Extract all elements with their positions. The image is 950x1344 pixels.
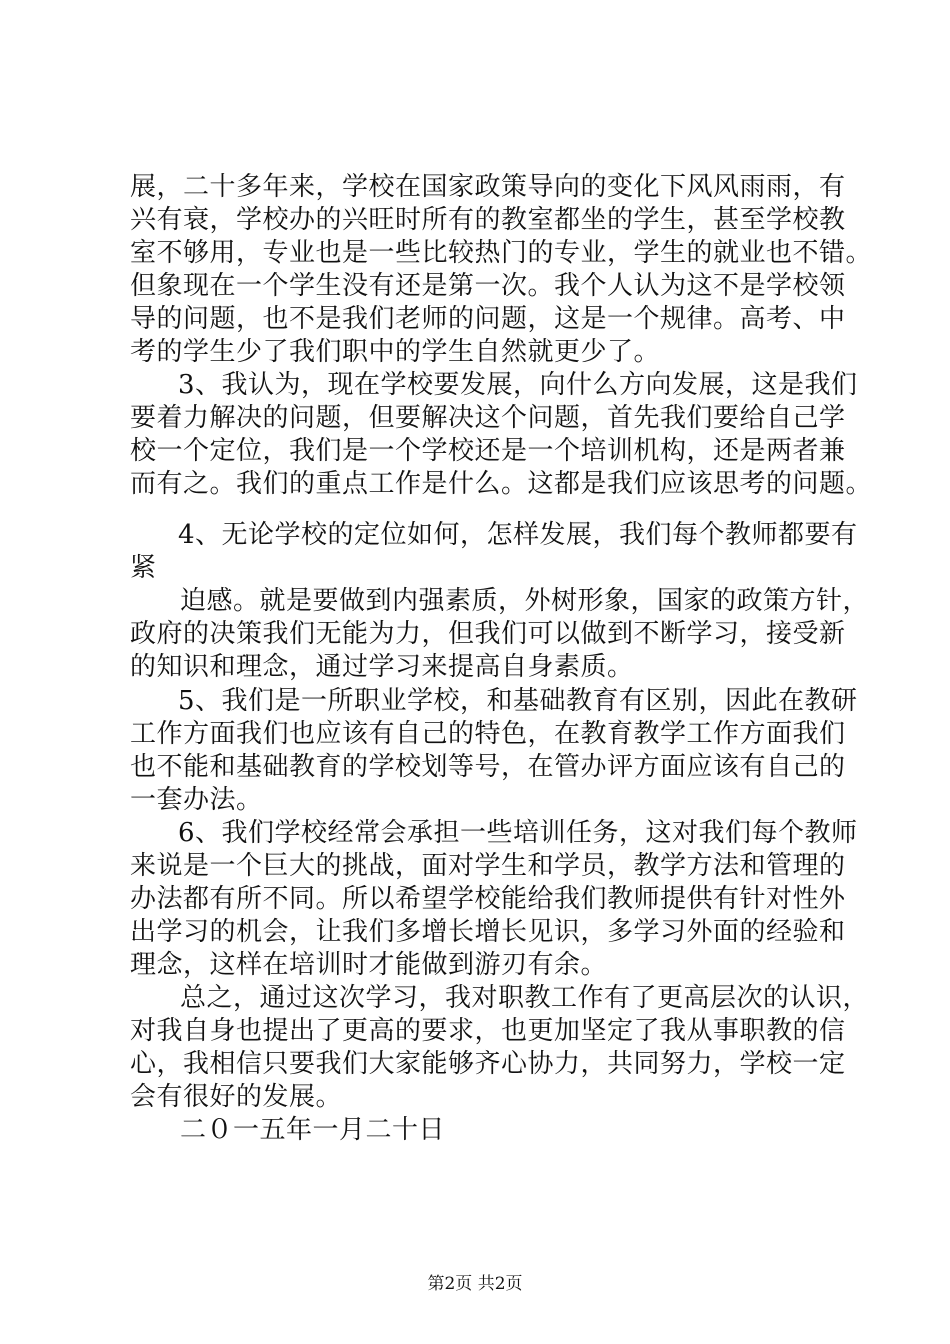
text-line: 也不能和基础教育的学校划等号，在管办评方面应该有自己的	[130, 752, 846, 782]
text-line: 要着力解决的问题，但要解决这个问题，首先我们要给自己学	[130, 403, 846, 433]
text-line: 办法都有所不同。所以希望学校能给我们教师提供有针对性外	[130, 884, 846, 914]
text-line: 心，我相信只要我们大家能够齐心协力，共同努力，学校一定	[130, 1049, 846, 1079]
text-line: 但象现在一个学生没有还是第一次。我个人认为这不是学校领	[130, 271, 846, 301]
text-line: 展，二十多年来，学校在国家政策导向的变化下风风雨雨，有	[130, 172, 846, 202]
text-line: 出学习的机会，让我们多增长增长见识，多学习外面的经验和	[130, 917, 846, 947]
text-line: 总之，通过这次学习，我对职教工作有了更高层次的认识，	[180, 983, 870, 1013]
text-line: 一套办法。	[130, 785, 263, 815]
text-line: 的知识和理念，通过学习来提高自身素质。	[130, 652, 634, 682]
text-line: 来说是一个巨大的挑战，面对学生和学员，教学方法和管理的	[130, 851, 846, 881]
text-line: 会有很好的发展。	[130, 1082, 343, 1112]
text-line: 对我自身也提出了更高的要求，也更加坚定了我从事职教的信	[130, 1016, 846, 1046]
text-line: 5、我们是一所职业学校，和基础教育有区别，因此在教研	[178, 686, 858, 716]
text-line: 4、无论学校的定位如何，怎样发展，我们每个教师都要有	[178, 520, 858, 550]
text-line: 紧	[130, 553, 157, 583]
text-line: 兴有衰，学校办的兴旺时所有的教室都坐的学生，甚至学校教	[130, 205, 846, 235]
text-line: 室不够用，专业也是一些比较热门的专业，学生的就业也不错。	[130, 238, 873, 268]
text-line: 6、我们学校经常会承担一些培训任务，这对我们每个教师	[178, 818, 858, 848]
date-line: 二０一五年一月二十日	[180, 1115, 446, 1145]
page-number: 第2页 共2页	[427, 1274, 523, 1294]
text-line: 理念，这样在培训时才能做到游刃有余。	[130, 950, 608, 980]
text-line: 而有之。我们的重点工作是什么。这都是我们应该思考的问题。	[130, 469, 873, 499]
text-line: 3、我认为，现在学校要发展，向什么方向发展，这是我们	[178, 370, 858, 400]
text-line: 迫感。就是要做到内强素质，外树形象，国家的政策方针，	[180, 586, 870, 616]
text-line: 政府的决策我们无能为力，但我们可以做到不断学习，接受新	[130, 619, 846, 649]
text-line: 校一个定位，我们是一个学校还是一个培训机构，还是两者兼	[130, 436, 846, 466]
text-line: 工作方面我们也应该有自己的特色，在教育教学工作方面我们	[130, 719, 846, 749]
text-line: 考的学生少了我们职中的学生自然就更少了。	[130, 337, 661, 367]
text-line: 导的问题，也不是我们老师的问题，这是一个规律。高考、中	[130, 304, 846, 334]
